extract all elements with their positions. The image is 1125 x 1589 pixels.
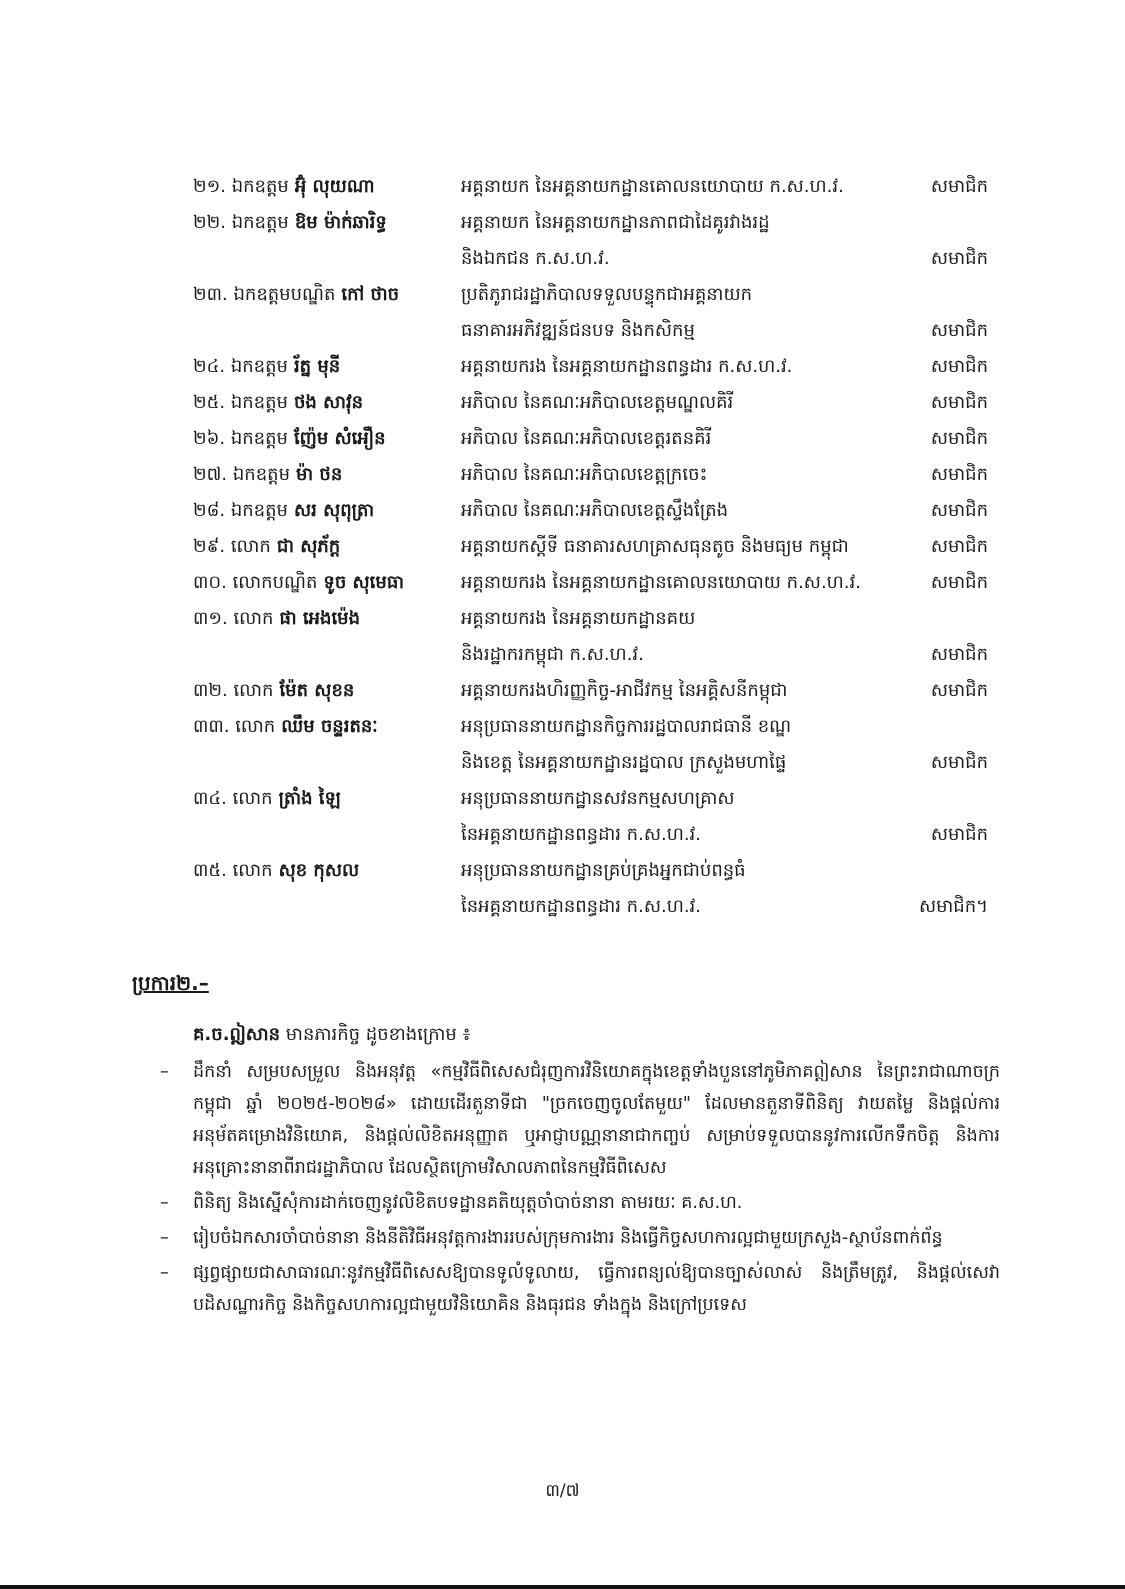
member-title: លោក: [233, 680, 274, 701]
member-row: [0, 816, 1125, 852]
bullet-dash: –: [160, 1062, 169, 1082]
member-position: អគ្គនាយក នៃអគ្គនាយកដ្ឋានគោលនយោបាយ ក.ស.ហ.វ.: [461, 176, 844, 197]
bullet-dash: –: [160, 1193, 169, 1213]
member-number: ២២.: [193, 212, 226, 233]
member-position: អគ្គនាយករង នៃអគ្គនាយកដ្ឋានគោលនយោបាយ ក.ស.ហ.វ.: [461, 572, 861, 593]
member-row: [0, 420, 1125, 456]
member-position: អនុប្រធាននាយកដ្ឋានគ្រប់គ្រងអ្នកជាប់ពន្ធធំ: [461, 860, 746, 881]
member-name: ញ៉ែម សំអឿន: [293, 428, 386, 449]
member-name: អ៊ុំ លុយណា: [294, 176, 375, 197]
member-role: សមាជិក: [930, 500, 988, 521]
member-title: លោក: [232, 788, 273, 809]
member-role: សមាជិក: [930, 428, 988, 449]
member-position: អភិបាល នៃគណៈអភិបាលខេត្តរតនគិរី: [461, 428, 712, 449]
member-row: [0, 312, 1125, 348]
member-role: សមាជិក: [930, 536, 988, 557]
member-name: ម៉ែត សុខន: [279, 680, 355, 701]
member-number: ២៣.: [193, 284, 228, 305]
member-position: អភិបាល នៃគណៈអភិបាលខេត្តក្រចេះ: [461, 464, 708, 485]
member-number: ៣៣.: [193, 716, 230, 737]
duty-text: ពិនិត្យ និងស្នើសុំការដាក់ចេញនូវលិខិតបទដ្ឋានគតិយុត្តចាំបាច់នានា តាមរយៈ គ.ស.ហ.: [193, 1193, 743, 1213]
member-role: សមាជិក: [930, 680, 988, 701]
member-number: ៣១.: [193, 608, 228, 629]
member-name: កៅ ថាច: [341, 284, 400, 305]
member-title: ឯកឧត្តមបណ្ឌិត: [233, 284, 336, 305]
member-label: [193, 282, 399, 309]
member-label: [193, 498, 374, 525]
member-position: អភិបាល នៃគណៈអភិបាលខេត្តស្ទឹងត្រែង: [461, 500, 729, 521]
member-label: [193, 786, 341, 813]
member-row: [0, 708, 1125, 744]
member-row: [0, 204, 1125, 240]
member-role: សមាជិក: [930, 320, 988, 341]
member-list: [0, 168, 1125, 924]
member-role: សមាជិក: [930, 464, 988, 485]
member-name: ថង សាវុន: [293, 392, 364, 413]
duty-item: [160, 1187, 1000, 1219]
member-label: [193, 462, 342, 489]
member-label: [193, 678, 354, 705]
member-label: [193, 390, 363, 417]
member-row: [0, 636, 1125, 672]
member-position: អនុប្រធាននាយកដ្ឋានកិច្ចការរដ្ឋបាលរាជធានី ខណ្ឌ: [461, 716, 792, 737]
member-position: និងខេត្ត នៃអគ្គនាយកដ្ឋានរដ្ឋបាល ក្រសួងមហាផ្ទៃ: [461, 752, 787, 773]
member-number: ២៥.: [193, 392, 226, 413]
duty-item: [160, 1056, 1000, 1184]
member-number: ២៤.: [193, 356, 226, 377]
member-title: លោក: [235, 716, 276, 737]
member-row: [0, 348, 1125, 384]
member-title: លោកបណ្ឌិត: [232, 572, 318, 593]
member-position: ប្រតិភូរាជរដ្ឋាភិបាលទទួលបន្ទុកជាអគ្គនាយក: [461, 284, 753, 305]
bullet-dash: –: [160, 1263, 169, 1283]
member-row: [0, 168, 1125, 204]
member-position: អគ្គនាយក នៃអគ្គនាយកដ្ឋានភាពជាដៃគូរវាងរដ្ឋ: [461, 212, 770, 233]
committee-name: គ.ច.ឦ្ញសាន: [193, 1024, 281, 1045]
member-title: លោក: [233, 608, 274, 629]
member-label: [193, 354, 340, 381]
duty-item: [160, 1222, 1000, 1254]
member-number: ២៧.: [193, 464, 228, 485]
member-position: និងរដ្ឋាករកម្ពុជា ក.ស.ហ.វ.: [461, 644, 644, 665]
duty-text: រៀបចំឯកសារចាំបាច់នានា និងនីតិវិធីអនុវត្តការងាររបស់ក្រុមការងារ និងធ្វើកិច្ចសហការល្អជាមួយក្រសួង-ស្ថាប័នពាក់ព័ន្ធ: [193, 1228, 943, 1248]
member-role: សមាជិក។: [919, 896, 988, 917]
member-row: [0, 384, 1125, 420]
member-label: [193, 714, 378, 741]
member-name: ត្រាំង ឡៃ: [278, 788, 341, 809]
member-label: [193, 858, 359, 885]
member-title: លោក: [232, 860, 273, 881]
member-row: [0, 888, 1125, 924]
member-position: អនុប្រធាននាយកដ្ឋានសវនកម្មសហគ្រាស: [461, 788, 735, 809]
member-position: អភិបាល នៃគណៈអភិបាលខេត្តមណ្ឌលគិរី: [461, 392, 734, 413]
member-position: អគ្គនាយករង នៃអគ្គនាយកដ្ឋានគយ: [461, 608, 696, 629]
member-name: សរ សុពុត្រា: [293, 500, 375, 521]
member-role: សមាជិក: [930, 572, 988, 593]
member-row: [0, 780, 1125, 816]
member-role: សមាជិក: [930, 356, 988, 377]
member-role: សមាជិក: [930, 644, 988, 665]
member-position: ធនាគារអភិវឌ្ឍន៍ជនបទ និងកសិកម្ម: [461, 320, 695, 341]
member-title: ឯកឧត្តម: [230, 500, 288, 521]
member-role: សមាជិក: [930, 824, 988, 845]
member-position: អគ្គនាយកស្តីទី ធនាគារសហគ្រាសធុនតូច និងមធ្យម កម្ពុជា: [461, 536, 849, 557]
member-number: ៣៤.: [193, 788, 227, 809]
member-title: ឯកឧត្តម: [230, 428, 288, 449]
member-number: ២៩.: [193, 536, 226, 557]
member-number: ២១.: [193, 176, 226, 197]
member-name: ឈឹម ចន្ទរតនៈ: [281, 716, 378, 737]
member-label: [193, 534, 340, 561]
member-row: [0, 240, 1125, 276]
duty-text: ដឹកនាំ សម្របសម្រួល និងអនុវត្ត «កម្មវិធីពិសេសជំរុញការវិនិយោគក្នុងខេត្តទាំងបួននៅភូមិភាគឦសាន នៃព្រះរាជាណាចក្រកម្ពុជា ឆ្នាំ ២០២៥-២០២៨» ដោយដើរតួនាទីជា "ច្រកចេញចូលតែមួយ" ដែលមានតួនាទីពិនិត្យ វាយតម្លៃ និងផ្តល់ការអនុម័តគម្រោងវិនិយោគ, និងផ្តល់លិខិតអនុញ្ញាត ឬអាជ្ញាបណ្ណនានាជាកញ្ចប់ សម្រាប់ទទួលបាននូវការលើកទឹកចិត្ត និងការអនុគ្រោះនានាពីរាជរដ្ឋាភិបាល ដែលស្ថិតក្រោមវិសាលភាពនៃកម្មវិធីពិសេស: [193, 1062, 1000, 1178]
member-name: ទូច សុមេធា: [323, 572, 404, 593]
member-row: [0, 600, 1125, 636]
member-position: អគ្គនាយករងហិរញ្ញកិច្ច-អាជីវកម្ម នៃអគ្គិសនីកម្ពុជា: [461, 680, 788, 701]
member-row: [0, 276, 1125, 312]
member-row: [0, 528, 1125, 564]
member-row: [0, 672, 1125, 708]
member-label: [193, 210, 387, 237]
member-number: ៣២.: [193, 680, 228, 701]
duty-text: ផ្សព្វផ្សាយជាសាធារណៈនូវកម្មវិធីពិសេសឱ្យបានទូលំទូលាយ, ធ្វើការពន្យល់ឱ្យបានច្បាស់លាស់ និងត្រឹមត្រូវ, និងផ្តល់សេវាបដិសណ្ឋារកិច្ច និងកិច្ចសហការល្អជាមួយវិនិយោគិន និងធុរជន ទាំងក្នុង និងក្រៅប្រទេស: [193, 1263, 1000, 1315]
member-row: [0, 564, 1125, 600]
intro-line: [193, 1022, 470, 1049]
intro-text: មានភារកិច្ច ដូចខាងក្រោម ៖: [280, 1024, 471, 1045]
member-label: [193, 426, 386, 453]
duty-item: [160, 1257, 1000, 1321]
member-number: ២៨.: [193, 500, 226, 521]
member-title: ឯកឧត្តម: [230, 392, 288, 413]
duties-list: [160, 1056, 1000, 1324]
member-row: [0, 456, 1125, 492]
member-role: សមាជិក: [930, 752, 988, 773]
member-label: [193, 606, 360, 633]
member-title: ឯកឧត្តម: [232, 464, 290, 485]
page-number: ៣/៧: [545, 1481, 580, 1501]
member-row: [0, 492, 1125, 528]
member-title: ឯកឧត្តម: [231, 212, 289, 233]
member-position: នៃអគ្គនាយកដ្ឋានពន្ធដារ ក.ស.ហ.វ.: [461, 896, 701, 917]
member-name: ឱម ម៉ាក់ឆារិទ្ធ: [294, 212, 387, 233]
member-label: [193, 174, 375, 201]
member-title: លោក: [230, 536, 271, 557]
bullet-dash: –: [160, 1228, 169, 1248]
member-name: សុខ កុសល: [278, 860, 360, 881]
member-title: ឯកឧត្តម: [230, 356, 288, 377]
member-row: [0, 852, 1125, 888]
member-position: និងឯកជន ក.ស.ហ.វ.: [461, 248, 610, 269]
member-name: ជា សុភ័ក្ត: [276, 536, 341, 557]
member-row: [0, 744, 1125, 780]
member-number: ២៦.: [193, 428, 226, 449]
member-position: អគ្គនាយករង នៃអគ្គនាយកដ្ឋានពន្ធដារ ក.ស.ហ.វ.: [461, 356, 793, 377]
member-number: ៣៥.: [193, 860, 227, 881]
member-name: ម៉ា ថន: [296, 464, 343, 485]
member-name: ផា អេងម៉េង: [279, 608, 361, 629]
member-number: ៣០.: [193, 572, 227, 593]
member-role: សមាជិក: [930, 176, 988, 197]
member-role: សមាជិក: [930, 392, 988, 413]
bottom-rule: [0, 1585, 1125, 1589]
member-name: រ័ត្ន មុនី: [293, 356, 341, 377]
member-role: សមាជិក: [930, 248, 988, 269]
member-position: នៃអគ្គនាយកដ្ឋានពន្ធដារ ក.ស.ហ.វ.: [461, 824, 701, 845]
article-heading: ប្រការ២.–: [132, 971, 209, 995]
member-title: ឯកឧត្តម: [231, 176, 289, 197]
member-label: [193, 570, 404, 597]
